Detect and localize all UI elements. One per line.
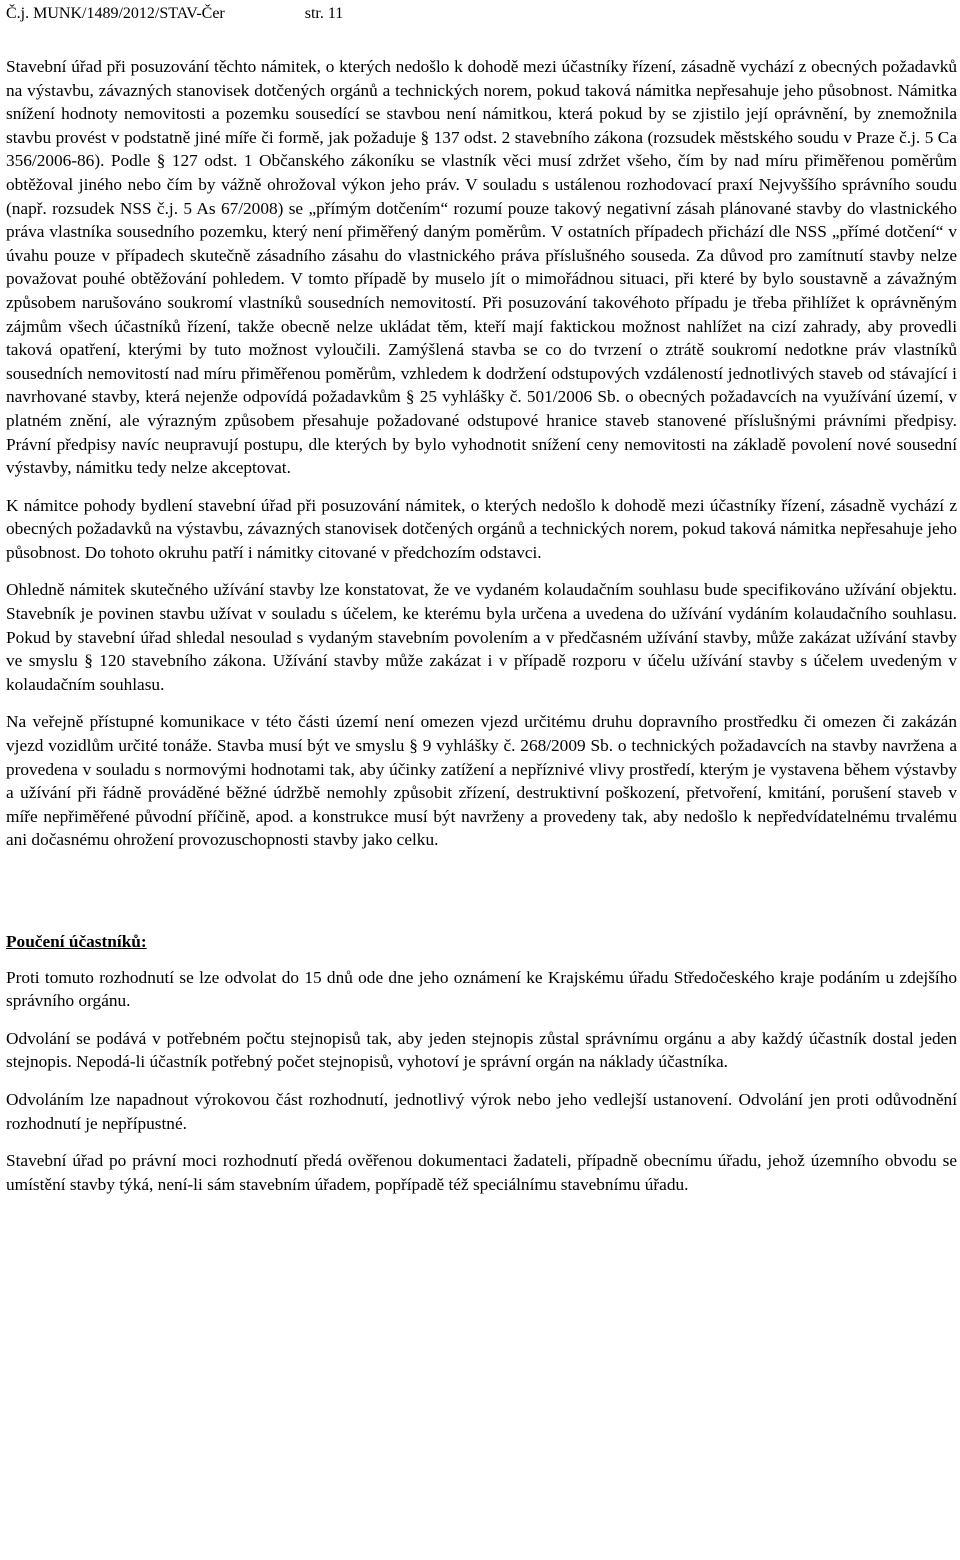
paragraph-appeal-copies: Odvolání se podává v potřebném počtu stejnopisů tak, aby jeden stejnopis zůstal správnímu orgánu a aby každý účastník dostal jeden stejnopis. Nepodá-li účastník potřebný počet stejnopisů, vyhotoví je správní orgán na náklady účastníka.: [6, 1028, 957, 1072]
document-body: [6, 55, 957, 1196]
paragraph-documentation-handover: Stavební úřad po právní moci rozhodnutí předá ověřenou dokumentaci žadateli, případně obecnímu úřadu, jehož územního obvodu se umístění stavby týká, není-li sám stavebním úřadem, popřípadě též speciálnímu stavebnímu úřadu.: [6, 1151, 957, 1194]
paragraph-objections-property-value: Stavební úřad při posuzování těchto námitek, o kterých nedošlo k dohodě mezi účastníky řízení, zásadně vychází z obecných požadavků na výstavbu, závazných stanovisek dotčených orgánů a technických norem, pokud taková námitka nepřesahuje jeho působnost. Námitka snížení hodnoty nemovitosti a pozemku sousedící se stavbou není námitkou, která pokud by se zjistilo její oprávnění, by znemožnila stavbu provést v podstatně jiné míře či formě, jak požaduje § 137 odst. 2 stavebního zákona (rozsudek městského soudu v Praze č.j. 5 Ca 356/2006-86). Podle § 127 odst. 1 Občanského zákoníku se vlastník věci musí zdržet všeho, čím by nad míru přiměřenou poměrům obtěžoval jiného nebo čím by vážně ohrožoval výkon jeho práv. V souladu s ustálenou rozhodovací praxí Nejvyššího správního soudu (např. rozsudek NSS č.j. 5 As 67/2008) se „přímým dotčením“ rozumí pouze takový negativní zásah plánované stavby do vlastnického práva vlastníka sousedního pozemku, který není přiměřený daným poměrům. V ostatních případech přichází dle NSS „přímé dotčení“ v úvahu pouze v případech skutečně zásadního zásahu do vlastnického práva příslušného souseda. Za důvod pro zamítnutí stavby nelze považovat pouhé obtěžování pohledem. V tomto případě by muselo jít o mimořádnou situaci, při které by bylo soustavně a závažným způsobem narušováno soukromí vlastníků sousedních nemovitostí. Při posuzování takovéhoto případu je třeba přihlížet k oprávněným zájmům všech účastníků řízení, takže obecně nelze ukládat těm, kteří mají faktickou možnost nahlížet na cizí zahrady, aby provedli taková opatření, kterými by tuto možnost vyloučili. Zamýšlená stavba se co do tvrzení o ztrátě soukromí nedotkne práv vlastníků sousedních nemovitostí nad míru přiměřenou poměrům, vzhledem k dodržení odstupových vzdáleností jednotlivých staveb od stávající i navrhované stavby, která nejenže odpovídá požadavkům § 25 vyhlášky č. 501/2006 Sb. o obecných požadavcích na využívání území, v platném znění, ale výrazným způsobem přesahuje požadované odstupové hranice staveb stanovené příslušnými právními předpisy. Právní předpisy navíc neupravují postupu, dle kterých by bylo vyhodnotit snížení ceny nemovitosti na základě povolení nové sousední výstavby, námitku tedy nelze akceptovat.: [6, 57, 957, 478]
paragraph-objection-living-comfort: K námitce pohody bydlení stavební úřad při posuzování námitek, o kterých nedošlo k dohodě mezi účastníky řízení, zásadně vychází z obecných požadavků na výstavbu, závazných stanovisek dotčených orgánů a technických norem, pokud taková námitka nepřesahuje jeho působnost. Do tohoto okruhu patří i námitky citované v předchozím odstavci.: [6, 495, 957, 562]
page-header: [6, 4, 343, 24]
paragraph-appeal-deadline: Proti tomuto rozhodnutí se lze odvolat do 15 dnů ode dne jeho oznámení ke Krajskému úřadu Středočeského kraje podáním u zdejšího správního orgánu.: [6, 967, 957, 1011]
paragraph-objection-actual-use: Ohledně námitek skutečného užívání stavby lze konstatovat, že ve vydaném kolaudačním souhlasu bude specifikováno užívání objektu. Stavebník je povinen stavbu užívat v souladu s účelem, ke kterému byla určena a uvedena do užívání vydáním kolaudačního souhlasu. Pokud by stavební úřad shledal nesoulad s vydaným stavebním povolením a v předčasném užívání stavby, může zakázat užívání stavby ve smyslu § 120 stavebního zákona. Užívání stavby může zakázat i v případě rozporu v účelu užívání stavby s účelem uvedeným v kolaudačním souhlasu.: [6, 580, 957, 694]
paragraph-appeal-scope: Odvoláním lze napadnout výrokovou část rozhodnutí, jednotlivý výrok nebo jeho vedlejší ustanovení. Odvolání jen proti odůvodnění rozhodnutí je nepřípustné.: [6, 1089, 957, 1133]
reference-number: Č.j. MUNK/1489/2012/STAV-Čer: [6, 5, 225, 22]
section-heading-instructions: Poučení účastníků:: [6, 932, 147, 951]
page-number: str. 11: [304, 5, 344, 22]
paragraph-public-road-access: Na veřejně přístupné komunikace v této části území není omezen vjezd určitému druhu dopravního prostředku či omezen či zakázán vjezd vozidlům určité tonáže. Stavba musí být ve smyslu § 9 vyhlášky č. 268/2009 Sb. o technických požadavcích na stavby navržena a provedena v souladu s normovými hodnotami tak, aby účinky zatížení a nepříznivé vlivy prostředí, kterým je vystavena během výstavby a užívání při řádně prováděné běžné údržbě nemohly způsobit zřízení, destruktivní poškození, přetvoření, kmitání, porušení staveb v míře nepřiměřené původní příčině, apod. a konstrukce musí být navrženy a provedeny tak, aby nedošlo k nepředvídatelnému trvalému ani dočasnému ohrožení provozuschopnosti stavby jako celku.: [6, 712, 957, 850]
